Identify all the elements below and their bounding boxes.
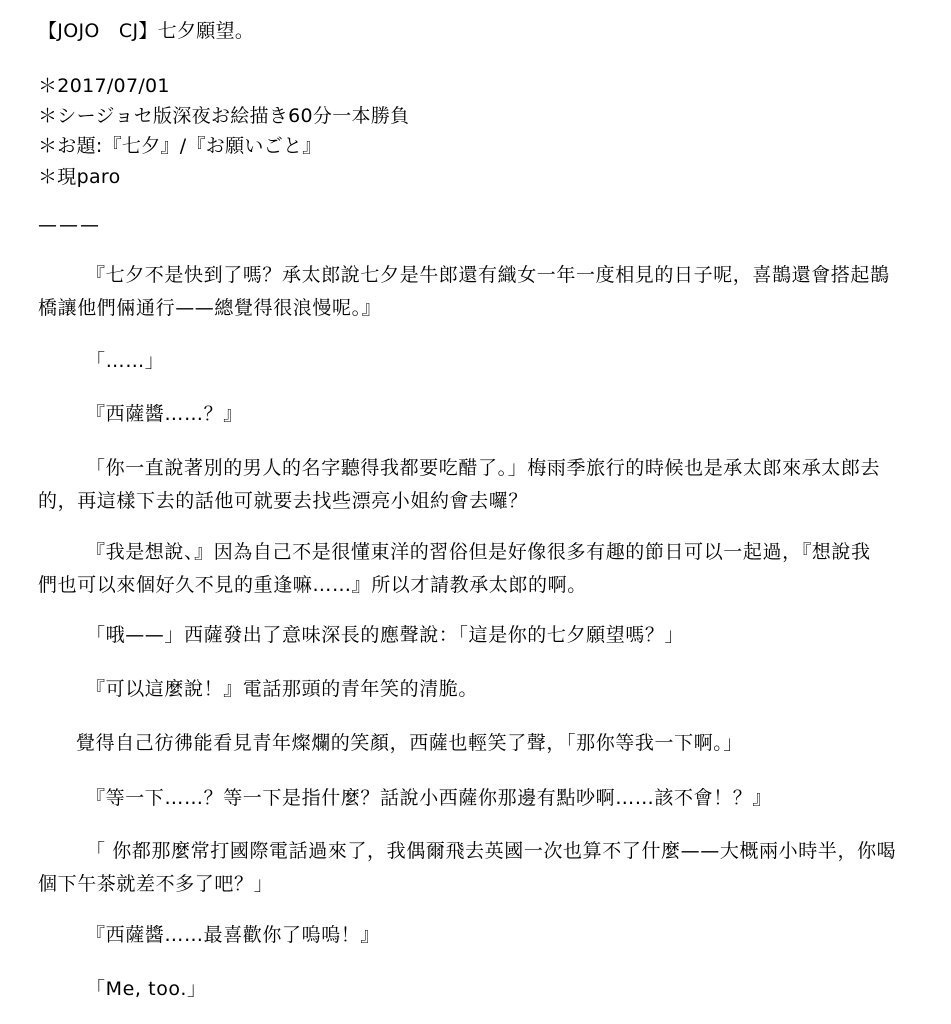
paragraph-line: 們也可以來個好久不見的重逢嘛……』所以才請教承太郎的啊。 bbox=[38, 574, 587, 596]
paragraph bbox=[38, 536, 918, 602]
paragraph-line: 「哦——」西薩發出了意味深長的應聲說：「這是你的七夕願望嗎？」 bbox=[86, 624, 685, 646]
paragraph bbox=[38, 973, 918, 1006]
paragraph-line: 「你一直說著別的男人的名字聽得我都要吃醋了。」梅雨季旅行的時候也是承太郎來承太郎去 bbox=[86, 457, 881, 479]
story-title: 【JOJO CJ】七夕願望。 bbox=[38, 20, 255, 42]
paragraph bbox=[38, 673, 918, 706]
paragraph-line: 『我是想說、』因為自己不是很懂東洋的習俗但是好像很多有趣的節日可以一起過，『想說我 bbox=[86, 541, 871, 563]
paragraph-line: 『可以這麼說！』電話那頭的青年笑的清脆。 bbox=[86, 678, 479, 700]
paragraph bbox=[38, 345, 918, 378]
paragraph bbox=[38, 619, 918, 652]
meta-line-date: ＊2017/07/01 bbox=[38, 75, 170, 97]
section-divider: ——— bbox=[38, 214, 101, 236]
paragraph bbox=[38, 727, 918, 760]
paragraph bbox=[38, 398, 918, 431]
paragraph-line: 個下午茶就差不多了吧？」 bbox=[38, 873, 274, 895]
meta-line-theme: ＊お題:『七夕』/『お願いごと』 bbox=[38, 135, 322, 157]
meta-line-event: ＊シージョセ版深夜お絵描き60分一本勝負 bbox=[38, 105, 410, 127]
paragraph-line: 橋讓他們倆通行——總覺得很浪慢呢。』 bbox=[38, 297, 382, 319]
meta-line-au: ＊現paro bbox=[38, 166, 121, 188]
paragraph-line: 『七夕不是快到了嗎？承太郎說七夕是牛郎還有織女一年一度相見的日子呢，喜鵲還會搭起鵲 bbox=[86, 264, 890, 286]
paragraph bbox=[38, 782, 918, 815]
paragraph-line: 的，再這樣下去的話他可就要去找些漂亮小姐約會去囉？ bbox=[38, 490, 529, 512]
paragraph-line: 『西薩醬……最喜歡你了嗚嗚！』 bbox=[86, 924, 381, 946]
paragraph-line: 「 你都那麼常打國際電話過來了，我偶爾飛去英國一次也算不了什麼——大概兩小時半，你喝 bbox=[86, 840, 897, 862]
paragraph bbox=[38, 919, 918, 952]
paragraph-line: 『西薩醬……？』 bbox=[86, 403, 243, 425]
paragraph-line: 覺得自己彷彿能看見青年燦爛的笑顏，西薩也輕笑了聲，「那你等我一下啊。」 bbox=[76, 732, 744, 754]
paragraph bbox=[38, 259, 918, 325]
paragraph-line: 『等一下……？等一下是指什麼？話說小西薩你那邊有點吵啊……該不會！？』 bbox=[86, 787, 773, 809]
paragraph bbox=[38, 452, 918, 518]
paragraph bbox=[38, 835, 918, 901]
paragraph-line: 「……」 bbox=[86, 350, 165, 372]
paragraph-line: 「Me, too.」 bbox=[86, 978, 207, 1000]
